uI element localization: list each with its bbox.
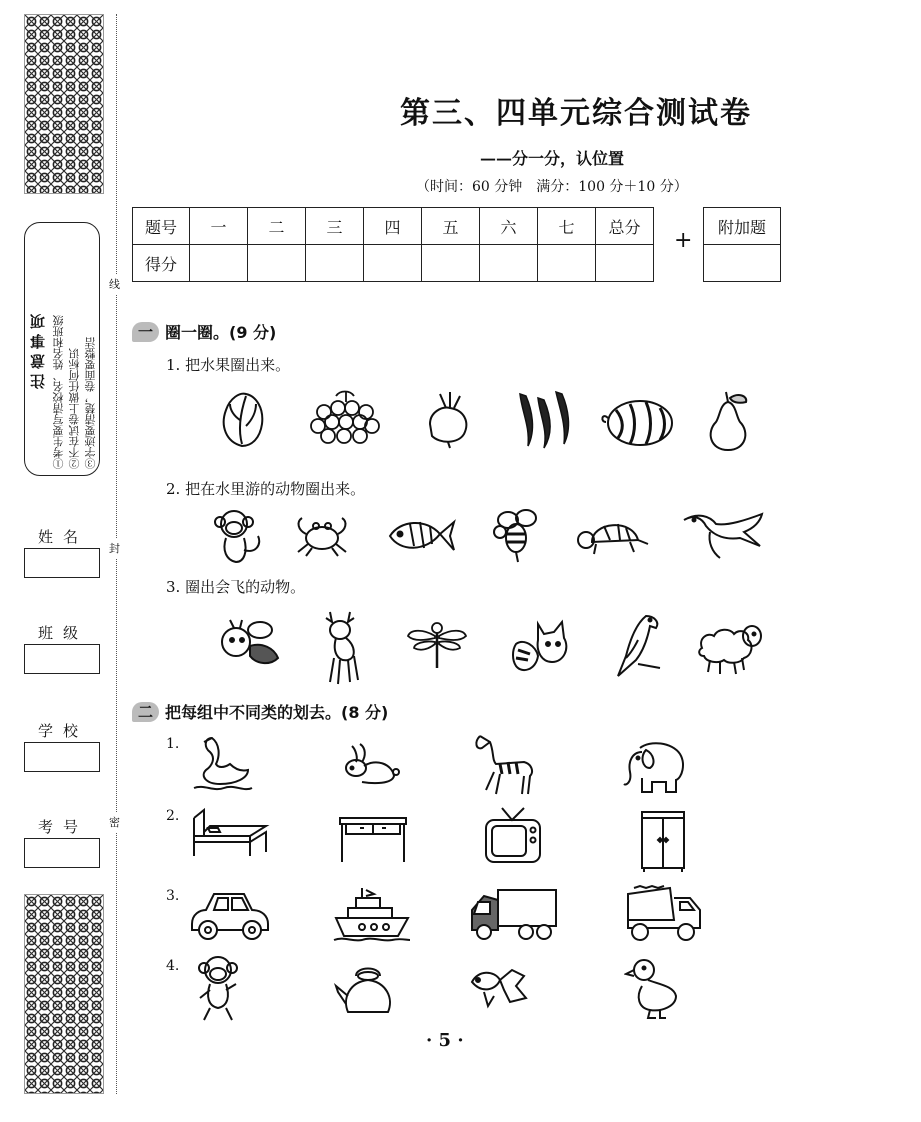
pear-icon[interactable]	[700, 388, 756, 454]
name-label: 姓名	[37, 528, 88, 546]
section-1-title: 圈一圈。(9 分)	[165, 323, 277, 342]
score-input-cell[interactable]	[306, 245, 364, 282]
extra-score-table	[703, 207, 781, 282]
score-cell: 四	[364, 208, 422, 245]
cat-icon[interactable]	[508, 616, 576, 678]
score-input-cell[interactable]	[364, 245, 422, 282]
notice-box	[24, 222, 100, 476]
pepper-icon[interactable]	[508, 386, 574, 452]
monkey-icon[interactable]	[190, 954, 246, 1024]
name-field[interactable]	[24, 548, 100, 578]
score-header-row	[133, 208, 654, 245]
section-2-number: 二	[132, 702, 159, 722]
plus-sign: +	[674, 228, 693, 253]
section-1-heading	[132, 320, 276, 343]
turtle-icon[interactable]	[574, 510, 654, 558]
question-1-3: 3. 圈出会飞的动物。	[166, 578, 306, 596]
class-field[interactable]	[24, 644, 100, 674]
bee-icon[interactable]	[486, 506, 546, 564]
extra-input-cell[interactable]	[704, 245, 781, 282]
swallow-icon[interactable]	[680, 506, 764, 562]
radish-icon[interactable]	[420, 390, 476, 450]
notice-item: ②不在试卷上做任何标识	[68, 348, 81, 469]
cabbage-icon[interactable]	[212, 386, 276, 450]
sheep-icon[interactable]	[694, 618, 766, 676]
score-input-cell[interactable]	[422, 245, 480, 282]
fish-icon[interactable]	[386, 512, 458, 558]
section-1-number: 一	[132, 322, 159, 342]
question-1-2: 2. 把在水里游的动物圈出来。	[166, 480, 366, 498]
extra-label: 附加题	[704, 208, 781, 245]
bed-icon[interactable]	[190, 806, 270, 862]
score-cell: 七	[538, 208, 596, 245]
score-value-row	[133, 245, 654, 282]
dump-truck-icon[interactable]	[624, 884, 704, 946]
grapes-icon[interactable]	[306, 388, 382, 450]
crab-icon[interactable]	[292, 512, 352, 558]
zebra-icon[interactable]	[470, 732, 540, 796]
row-label: 1.	[166, 736, 180, 752]
score-cell: 五	[422, 208, 480, 245]
time-info: （时间：60 分钟 满分：100 分＋10 分）	[416, 179, 688, 195]
parrot-icon[interactable]	[608, 610, 664, 680]
score-cell: 一	[190, 208, 248, 245]
desk-icon[interactable]	[336, 810, 410, 864]
goldfish-icon[interactable]	[468, 962, 528, 1010]
score-input-cell[interactable]	[596, 245, 654, 282]
school-field[interactable]	[24, 742, 100, 772]
page-number: · 5 ·	[426, 1030, 464, 1051]
row-label: 4.	[166, 958, 180, 974]
bee-cartoon-icon[interactable]	[212, 612, 288, 672]
score-cell: 三	[306, 208, 364, 245]
dragonfly-icon[interactable]	[404, 620, 470, 670]
row-label: 3.	[166, 888, 180, 904]
score-cell: 题号	[133, 208, 190, 245]
score-input-cell[interactable]	[248, 245, 306, 282]
score-row-label: 得分	[133, 245, 190, 282]
duck-icon[interactable]	[624, 956, 680, 1020]
score-cell: 总分	[596, 208, 654, 245]
kettle-icon[interactable]	[334, 962, 402, 1016]
decorative-pattern-top	[24, 14, 104, 194]
cut-mark-line: 线	[109, 274, 120, 294]
exam-number-field[interactable]	[24, 838, 100, 868]
truck-icon[interactable]	[468, 886, 558, 942]
ship-icon[interactable]	[332, 884, 412, 944]
monkey-icon[interactable]	[210, 506, 268, 566]
score-cell: 六	[480, 208, 538, 245]
notice-item: ①考生要写清校名、姓名和班级	[52, 315, 65, 469]
class-label: 班级	[37, 624, 88, 642]
page-subtitle: ——分一分，认位置	[480, 149, 625, 168]
notice-title: 注意事项	[29, 309, 47, 389]
swan-icon[interactable]	[190, 734, 254, 794]
cut-mark-seal: 封	[109, 538, 120, 558]
cut-mark-secret: 密	[109, 812, 120, 832]
notice-item: ③字迹要清楚，卷面要整洁	[84, 337, 97, 469]
row-label: 2.	[166, 808, 180, 824]
school-label: 学校	[37, 722, 88, 740]
question-1-1: 1. 把水果圈出来。	[166, 356, 291, 374]
score-cell: 二	[248, 208, 306, 245]
score-input-cell[interactable]	[190, 245, 248, 282]
watermelon-icon[interactable]	[598, 396, 678, 448]
elephant-icon[interactable]	[620, 738, 690, 794]
section-2-title: 把每组中不同类的划去。(8 分)	[165, 703, 389, 722]
car-icon[interactable]	[188, 886, 272, 942]
exam-number-label: 考号	[37, 818, 88, 836]
page-title: 第三、四单元综合测试卷	[400, 96, 752, 131]
score-input-cell[interactable]	[480, 245, 538, 282]
rabbit-icon[interactable]	[338, 742, 400, 786]
notice-items	[51, 233, 99, 469]
decorative-pattern-bottom	[24, 894, 104, 1094]
score-input-cell[interactable]	[538, 245, 596, 282]
tv-icon[interactable]	[482, 806, 544, 868]
wardrobe-icon[interactable]	[638, 808, 688, 874]
score-table	[132, 207, 654, 282]
deer-icon[interactable]	[316, 608, 366, 686]
section-2-heading	[132, 700, 388, 723]
